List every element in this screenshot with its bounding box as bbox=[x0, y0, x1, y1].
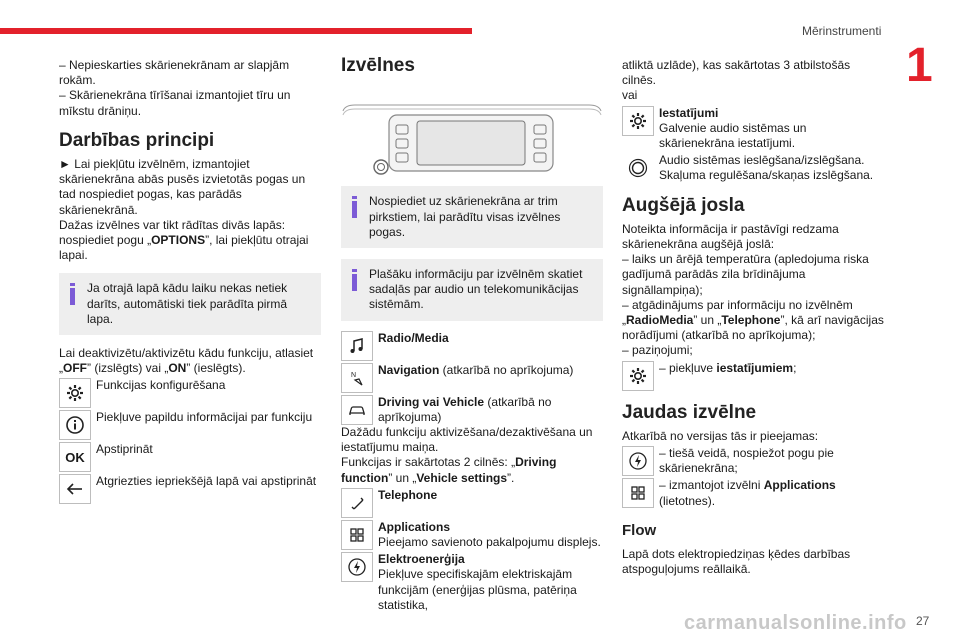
power-menu-item-2-text: – izmantojot izvēlni Applications (lietotnes). bbox=[659, 478, 836, 508]
column-3 bbox=[622, 58, 884, 577]
principles-paragraph-2: Dažas izvēlnes var tikt rādītas divās lapās: nospiediet pogu „OPTIONS”, lai piekļūtu otrajai lapai. bbox=[59, 217, 309, 263]
menu-row-driving bbox=[341, 395, 603, 425]
menu-row-driving-label: Driving vai Vehicle (atkarībā no aprīkojuma) bbox=[378, 394, 552, 424]
menu-row-telephone bbox=[341, 488, 603, 518]
ok-icon: OK bbox=[59, 442, 91, 472]
gear-icon bbox=[59, 378, 91, 408]
flow-paragraph: Lapā dots elektropiedziņas ķēdes darbības atspoguļojums reāllaikā. bbox=[622, 547, 851, 577]
column-2 bbox=[341, 55, 603, 613]
section-heading-flow: Flow bbox=[622, 521, 657, 539]
info-note-three-fingers bbox=[341, 186, 603, 248]
top-bar-item-2: – atgādinājums par informāciju no izvēlnēm „RadioMedia” un „Telephone”, kā arī navigācijas norādījumi (atkarībā no aprīkojuma); bbox=[622, 297, 884, 343]
back-arrow-icon bbox=[59, 474, 91, 504]
menu-row-applications bbox=[341, 520, 603, 550]
menu-row-navigation-label: Navigation (atkarībā no aprīkojuma) bbox=[378, 362, 574, 377]
menu-row-settings bbox=[622, 106, 884, 152]
car-icon bbox=[341, 395, 373, 425]
energy-bolt-icon bbox=[341, 552, 373, 582]
principles-paragraph-1: ► Lai piekļūtu izvēlnēm, izmantojiet skārienekrāna abās pusēs izvietotās pogas un tad nospiediet pogas, kas parādās skārienekrānā. bbox=[59, 157, 306, 217]
section-heading-top-bar: Augšējā josla bbox=[622, 194, 745, 216]
info-note-more-info-text: Plašāku informāciju par izvēlnēm skatiet sadaļās par audio un telekomunikācijas sistēmām. bbox=[369, 267, 583, 312]
top-bar-item-4-text: – piekļuve iestatījumiem; bbox=[659, 360, 797, 375]
apps-grid-icon bbox=[341, 520, 373, 550]
driving-paragraph-2: Funkcijas ir sakārtotas 2 cilnēs: „Driving function” un „Vehicle settings”. bbox=[341, 455, 557, 485]
energy-continuation: atliktā uzlāde), kas sakārtotas 3 atbilstošās cilnēs. bbox=[622, 58, 851, 88]
icon-row-info-text: Piekļuve papildu informācijai par funkciju bbox=[96, 410, 313, 425]
top-bar-paragraph: Noteikta informācija ir pastāvīgi redzama skārienekrāna augšējā joslā: bbox=[622, 221, 839, 252]
info-icon bbox=[67, 283, 79, 305]
icon-row-info bbox=[59, 410, 321, 440]
icon-row-back bbox=[59, 474, 321, 504]
section-heading-principles: Darbības principi bbox=[59, 129, 215, 151]
intro-line-2: – Skārienekrāna tīrīšanai izmantojiet tīru un mīkstu drāniņu. bbox=[59, 88, 291, 118]
gear-icon bbox=[622, 106, 654, 136]
svg-text:N: N bbox=[351, 371, 357, 379]
icon-row-configure bbox=[59, 378, 321, 408]
icon-row-configure-text: Funkcijas konfigurēšana bbox=[96, 378, 226, 393]
apps-grid-icon bbox=[622, 478, 654, 508]
power-menu-item-1 bbox=[622, 446, 884, 476]
icon-row-back-text: Atgriezties iepriekšējā lapā vai apstiprināt bbox=[96, 474, 317, 489]
menu-row-settings-label: Iestatījumi Galvenie audio sistēmas un skārienekrāna iestatījumi. bbox=[659, 105, 807, 151]
intro-line-1: – Nepieskarties skārienekrānam ar slapjām rokām. bbox=[59, 58, 290, 88]
top-bar-item-1: – laiks un ārējā temperatūra (apledojuma riska gadījumā parādās zila brīdinājuma signāllampiņa); bbox=[622, 252, 869, 297]
info-note bbox=[59, 273, 321, 335]
header-title: Mērinstrumenti bbox=[802, 24, 882, 38]
menu-row-energy-label: Elektroenerģija Piekļuve specifiskajām elektriskajām funkcijām (enerģijas plūsma, patēriņa statistika, bbox=[378, 552, 577, 612]
watermark: carmanualsonline.info bbox=[684, 612, 907, 634]
energy-bolt-icon bbox=[622, 446, 654, 476]
info-note-more-info bbox=[341, 259, 603, 321]
column-1 bbox=[59, 58, 321, 504]
section-heading-menus: Izvēlnes bbox=[341, 55, 415, 76]
chapter-number: 1 bbox=[906, 39, 933, 92]
info-note-text: Ja otrajā lapā kādu laiku nekas netiek darīts, automātiski tiek parādīta pirmā lapa. bbox=[87, 281, 288, 326]
menu-row-audio bbox=[622, 153, 884, 183]
info-icon bbox=[349, 196, 361, 218]
volume-knob-icon bbox=[622, 153, 654, 183]
top-bar-item-4 bbox=[622, 361, 884, 391]
driving-paragraph-1: Dažādu funkciju aktivizēšana/dezaktivēšana un iestatījumu maiņa. bbox=[341, 425, 593, 455]
menu-row-navigation bbox=[341, 363, 603, 393]
gear-icon bbox=[622, 361, 654, 391]
navigation-arrow-icon bbox=[341, 363, 373, 393]
icon-row-ok bbox=[59, 442, 321, 472]
touchscreen-illustration bbox=[341, 83, 603, 178]
power-menu-item-2 bbox=[622, 478, 884, 508]
section-heading-power-menu: Jaudas izvēlne bbox=[622, 401, 757, 423]
menu-row-energy bbox=[341, 552, 603, 613]
power-menu-item-1-text: – tiešā veidā, nospiežot pogu pie skārienekrāna; bbox=[659, 446, 834, 476]
info-circle-icon bbox=[59, 410, 91, 440]
info-note-three-fingers-text: Nospiediet uz skārienekrāna ar trim pirkstiem, lai parādītu visas izvēlnes pogas. bbox=[369, 194, 561, 239]
phone-icon bbox=[341, 488, 373, 518]
power-menu-paragraph: Atkarībā no versijas tās ir pieejamas: bbox=[622, 428, 819, 443]
top-accent-bar bbox=[0, 28, 472, 34]
menu-row-applications-label: Applications Pieejamo savienoto pakalpojumu displejs. bbox=[378, 519, 601, 550]
menu-row-radio-label: Radio/Media bbox=[378, 330, 449, 345]
menu-row-audio-text: Audio sistēmas ieslēgšana/izslēgšana. Skaļuma regulēšana/skaņas izslēgšana. bbox=[659, 153, 874, 183]
page-number: 27 bbox=[916, 614, 930, 628]
top-bar-item-3: – paziņojumi; bbox=[622, 343, 693, 358]
or-text: vai bbox=[622, 88, 638, 103]
menu-row-telephone-label: Telephone bbox=[378, 487, 438, 502]
icon-row-ok-text: Apstiprināt bbox=[96, 442, 153, 457]
music-note-icon bbox=[341, 331, 373, 361]
info-icon bbox=[349, 269, 361, 291]
menu-row-radio bbox=[341, 331, 603, 361]
on-off-paragraph: Lai deaktivizētu/aktivizētu kādu funkciju, atlasiet „OFF” (izslēgts) vai „ON” (ieslēgts). bbox=[59, 346, 314, 376]
